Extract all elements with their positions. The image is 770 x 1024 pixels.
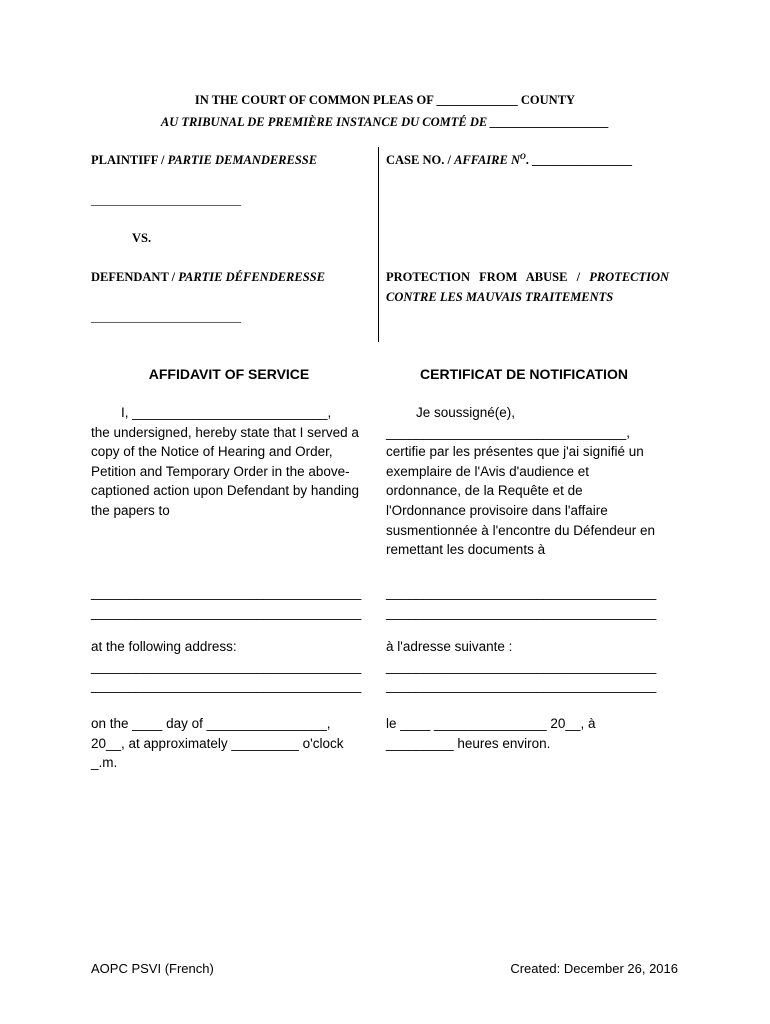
certificat-body-line: exemplaire de l'Avis d'audience et (386, 463, 590, 479)
pfa-label-en: PROTECTION FROM ABUSE / (386, 270, 590, 284)
case-number-line[interactable]: . ________________ (525, 153, 633, 167)
affidavit-body-line: Petition and Temporary Order in the above- (91, 463, 350, 479)
date-line[interactable]: _.m. (91, 755, 118, 771)
certificat-body-line[interactable]: ________________________________, (386, 424, 631, 440)
affidavit-body-line: captioned action upon Defendant by handing (91, 483, 359, 499)
certificat-body-line: ordonnance, de la Requête et de (386, 483, 583, 499)
affidavit-body-line[interactable]: I, __________________________, (91, 405, 332, 420)
plaintiff-name-line[interactable]: ________________________ (91, 193, 241, 207)
certificat-body-line: remettant les documents à (386, 542, 546, 558)
pfa-label (386, 270, 669, 285)
recipient-line[interactable]: ____________________________________ (91, 585, 362, 600)
recipient-line[interactable]: ____________________________________ (386, 585, 657, 600)
case-number-superscript: O (519, 151, 526, 161)
pfa-label-fr-2: CONTRE LES MAUVAIS TRAITEMENTS (386, 290, 614, 304)
caption-divider (378, 147, 379, 342)
certificat-body-line: susmentionnée à l'encontre du Défendeur en (386, 522, 656, 538)
affidavit-date (91, 714, 344, 773)
date-line[interactable]: le ____ _______________ 20__, à (386, 716, 596, 731)
address-label: à l'adresse suivante : (386, 639, 513, 654)
address-line[interactable]: ____________________________________ (91, 678, 362, 694)
affidavit-body-line: the papers to (91, 502, 170, 518)
certificat-heading: CERTIFICAT DE NOTIFICATION (420, 366, 628, 382)
court-title-fr: AU TRIBUNAL DE PREMIÈRE INSTANCE DU COMTÉ DE ___________________ (160, 115, 610, 129)
affidavit-address (91, 637, 361, 696)
court-title-en: IN THE COURT OF COMMON PLEAS OF _____________ COUNTY (194, 93, 576, 107)
plaintiff-label (91, 153, 317, 168)
plaintiff-label-en: PLAINTIFF / (91, 153, 168, 167)
date-line[interactable]: _________ heures environ. (386, 735, 551, 751)
recipient-line[interactable]: ____________________________________ (91, 604, 362, 620)
defendant-label (91, 270, 325, 285)
versus-label: VS. (132, 231, 152, 245)
pfa-label-fr-1: PROTECTION (589, 270, 670, 284)
certificat-body-line: l'Ordonnance provisoire dans l'affaire (386, 502, 608, 518)
affidavit-body-line: the undersigned, hereby state that I served a (91, 424, 359, 440)
affidavit-body (91, 403, 359, 521)
case-number-label-en: CASE NO. / (386, 153, 455, 167)
date-line[interactable]: on the ____ day of ________________, (91, 716, 331, 731)
date-line[interactable]: 20__, at approximately _________ o'clock (91, 735, 344, 751)
certificat-address (386, 637, 656, 696)
affidavit-recipient-lines (91, 583, 361, 622)
address-label: at the following address: (91, 639, 237, 654)
certificat-body-line: certifie par les présentes que j'ai signifié un (386, 444, 644, 460)
created-date: Created: December 26, 2016 (510, 961, 678, 976)
address-line[interactable]: ____________________________________ (386, 658, 657, 674)
case-number-label (386, 153, 632, 168)
defendant-label-en: DEFENDANT / (91, 270, 179, 284)
plaintiff-label-fr: PARTIE DEMANDERESSE (167, 153, 318, 167)
defendant-name-line[interactable]: ________________________ (91, 310, 241, 324)
recipient-line[interactable]: ____________________________________ (386, 604, 657, 620)
certificat-body-line: Je soussigné(e), (386, 405, 516, 420)
address-line[interactable]: ____________________________________ (91, 658, 362, 674)
certificat-body (386, 403, 655, 560)
defendant-label-fr: PARTIE DÉFENDERESSE (178, 270, 325, 284)
affidavit-heading: AFFIDAVIT OF SERVICE (148, 366, 310, 382)
certificat-date (386, 714, 595, 753)
address-line[interactable]: ____________________________________ (386, 678, 657, 694)
case-number-label-fr: AFFAIRE N (454, 153, 520, 167)
form-code: AOPC PSVI (French) (91, 961, 214, 976)
affidavit-body-line: copy of the Notice of Hearing and Order, (91, 444, 333, 460)
certificat-recipient-lines (386, 583, 656, 622)
